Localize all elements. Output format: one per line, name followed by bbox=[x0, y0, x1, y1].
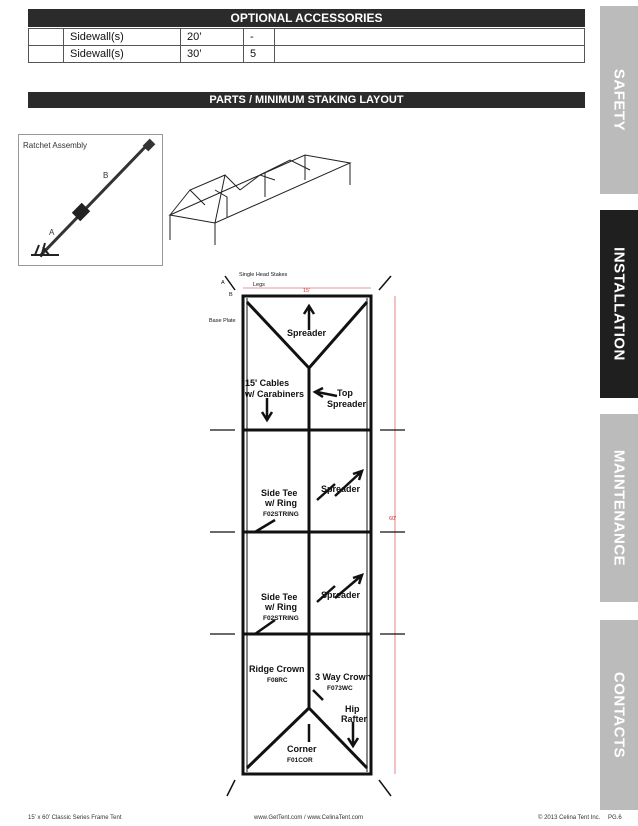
accessory-item: Sidewall(s) bbox=[64, 29, 181, 46]
label-legs: Legs bbox=[253, 282, 265, 288]
label-spreader-mid2: Spreader bbox=[321, 590, 361, 600]
accessory-item: Sidewall(s) bbox=[64, 46, 181, 63]
tab-installation[interactable] bbox=[600, 210, 638, 398]
accessory-qty: - bbox=[244, 29, 275, 46]
tab-maintenance[interactable] bbox=[600, 414, 638, 602]
label-side-tee-1: Side Tee bbox=[261, 488, 298, 498]
accessory-qty: 5 bbox=[244, 46, 275, 63]
label-spreader-mid1: Spreader bbox=[321, 484, 361, 494]
label-b: B bbox=[229, 292, 233, 298]
dim-width: 15' bbox=[303, 288, 311, 294]
table-row bbox=[29, 29, 585, 46]
staking-layout-diagram bbox=[205, 268, 415, 810]
label-cables: 15' Cables bbox=[245, 378, 290, 388]
tab-safety[interactable] bbox=[600, 6, 638, 194]
label-corner-code: F01COR bbox=[287, 757, 313, 764]
label-cables-2: w/ Carabiners bbox=[245, 389, 305, 399]
label-side-tee-2: Side Tee bbox=[261, 592, 298, 602]
optional-accessories-title: OPTIONAL ACCESSORIES bbox=[230, 11, 383, 25]
optional-accessories-header bbox=[28, 9, 585, 27]
label-three-way: 3 Way Crown bbox=[315, 672, 372, 682]
tab-maintenance-label: MAINTENANCE bbox=[610, 449, 628, 567]
table-row bbox=[29, 46, 585, 63]
section-tabs bbox=[600, 0, 638, 826]
ratchet-drawing bbox=[19, 135, 162, 265]
label-top-spreader: Top bbox=[337, 388, 353, 398]
tab-installation-label: INSTALLATION bbox=[610, 247, 628, 361]
footer-title: 15’ x 60’ Classic Series Frame Tent bbox=[28, 815, 122, 821]
ratchet-label-b: B bbox=[103, 171, 109, 180]
label-rafter: Rafter bbox=[341, 714, 368, 724]
label-ridge-code: F08RC bbox=[267, 677, 288, 684]
label-ridge-crown: Ridge Crown bbox=[249, 664, 305, 674]
label-side-tee-code-2: F02STRING bbox=[263, 615, 299, 622]
label-hip: Hip bbox=[345, 704, 360, 714]
tab-contacts[interactable] bbox=[600, 620, 638, 810]
label-a: A bbox=[221, 280, 225, 286]
label-side-tee-2b: w/ Ring bbox=[265, 602, 297, 612]
tab-contacts-label: CONTACTS bbox=[610, 671, 628, 759]
label-stakes: Single Head Stakes bbox=[239, 272, 288, 278]
label-base-plate: Base Plate bbox=[209, 318, 236, 324]
label-three-way-code: F073WC bbox=[327, 685, 353, 692]
label-side-tee-1b: w/ Ring bbox=[265, 498, 297, 508]
ratchet-assembly-box bbox=[18, 134, 163, 266]
label-side-tee-code-1: F02STRING bbox=[263, 511, 299, 518]
accessories-table bbox=[28, 28, 585, 63]
tab-safety-label: SAFETY bbox=[610, 68, 628, 132]
ratchet-label-a: A bbox=[49, 228, 55, 237]
label-top-spreader-2: Spreader bbox=[327, 399, 367, 409]
footer-websites: www.GetTent.com / www.CelinaTent.com bbox=[254, 815, 364, 821]
parts-layout-title: PARTS / MINIMUM STAKING LAYOUT bbox=[209, 94, 404, 106]
dim-length: 60' bbox=[389, 516, 397, 522]
label-corner: Corner bbox=[287, 744, 317, 754]
tent-frame-sketch bbox=[165, 135, 360, 245]
accessory-size: 30’ bbox=[181, 46, 244, 63]
accessory-size: 20’ bbox=[181, 29, 244, 46]
parts-layout-header bbox=[28, 92, 585, 108]
footer-page-number: PG.6 bbox=[608, 815, 622, 821]
label-spreader-top: Spreader bbox=[287, 328, 327, 338]
footer-copyright: © 2013 Celina Tent Inc. bbox=[538, 815, 601, 821]
ratchet-assembly-title: Ratchet Assembly bbox=[23, 141, 88, 150]
